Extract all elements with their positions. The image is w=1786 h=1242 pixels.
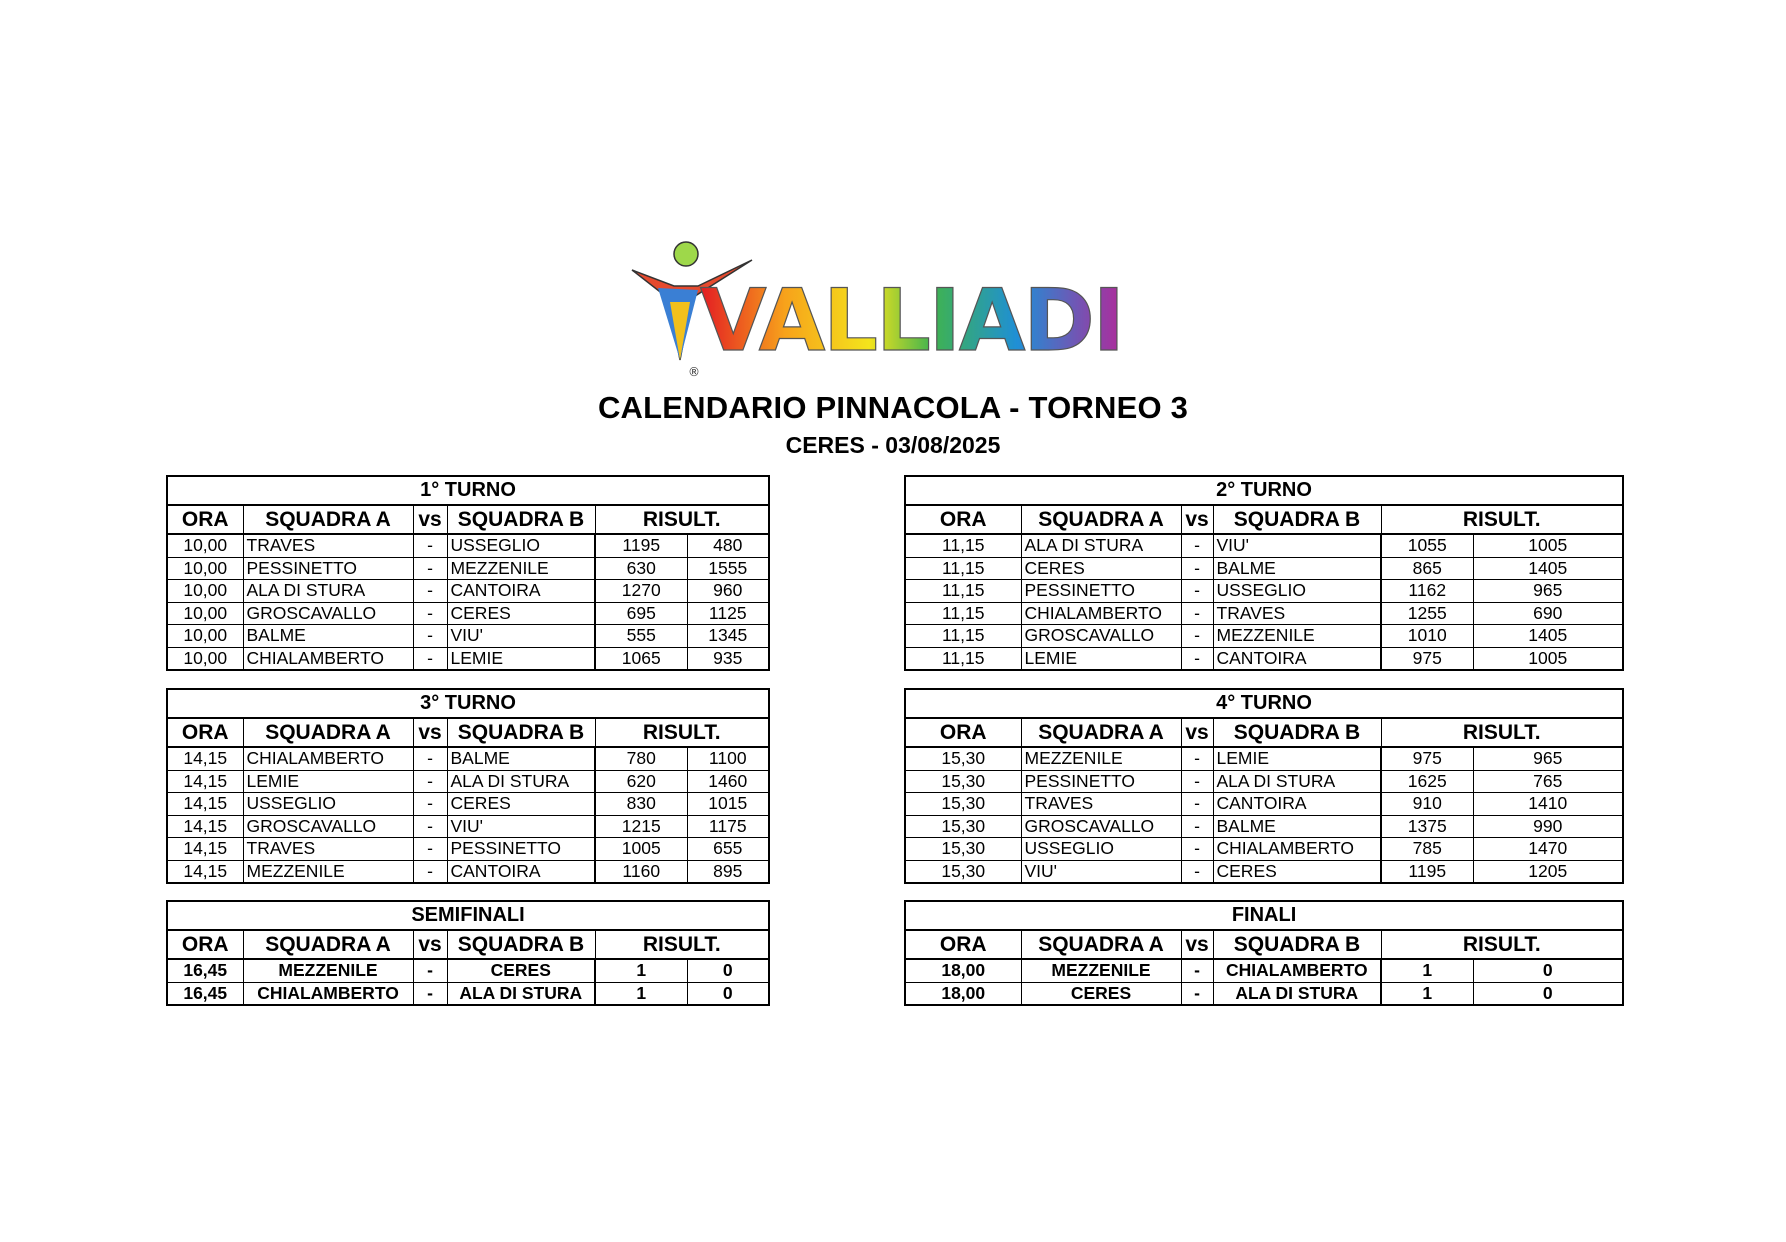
team-a: CHIALAMBERTO: [243, 982, 413, 1005]
svg-text:VALLIADI: VALLIADI: [700, 271, 1123, 371]
score-a: 1160: [595, 860, 687, 883]
team-a: MEZZENILE: [1021, 959, 1181, 982]
score-b: 690: [1473, 602, 1623, 625]
header-vs: vs: [413, 930, 447, 959]
header-ora: ORA: [905, 930, 1021, 959]
team-b: CANTOIRA: [1213, 647, 1381, 670]
score-b: 965: [1473, 580, 1623, 603]
team-a: PESSINETTO: [243, 557, 413, 580]
team-a: VIU': [1021, 860, 1181, 883]
table-row: [167, 557, 769, 580]
score-a: 830: [595, 793, 687, 816]
vs-separator: -: [413, 625, 447, 648]
table-row: [905, 747, 1623, 770]
match-time: 14,15: [167, 860, 243, 883]
vs-separator: -: [413, 982, 447, 1005]
team-a: GROSCAVALLO: [1021, 625, 1181, 648]
vs-separator: -: [413, 534, 447, 557]
score-a: 620: [595, 770, 687, 793]
team-a: PESSINETTO: [1021, 770, 1181, 793]
score-b: 1470: [1473, 838, 1623, 861]
header-team-b: SQUADRA B: [447, 718, 595, 747]
vs-separator: -: [413, 793, 447, 816]
header-team-b: SQUADRA B: [447, 930, 595, 959]
header-row: [167, 930, 769, 959]
team-b: MEZZENILE: [447, 557, 595, 580]
score-b: 1015: [687, 793, 769, 816]
match-time: 11,15: [905, 580, 1021, 603]
score-a: 1215: [595, 815, 687, 838]
table-row: [167, 793, 769, 816]
team-b: ALA DI STURA: [1213, 770, 1381, 793]
header-team-b: SQUADRA B: [1213, 930, 1381, 959]
header-vs: vs: [413, 718, 447, 747]
team-a: LEMIE: [1021, 647, 1181, 670]
round-title: SEMIFINALI: [167, 901, 769, 930]
vs-separator: -: [413, 838, 447, 861]
score-a: 1: [1381, 982, 1473, 1005]
score-a: 1195: [1381, 860, 1473, 883]
svg-text:®: ®: [688, 365, 700, 379]
vs-separator: -: [413, 647, 447, 670]
round-table-r4: [904, 688, 1624, 884]
match-time: 14,15: [167, 747, 243, 770]
score-b: 1460: [687, 770, 769, 793]
score-a: 1: [595, 982, 687, 1005]
header-result: RISULT.: [595, 505, 769, 534]
team-a: GROSCAVALLO: [1021, 815, 1181, 838]
score-a: 1375: [1381, 815, 1473, 838]
score-b: 1555: [687, 557, 769, 580]
score-a: 1625: [1381, 770, 1473, 793]
match-time: 11,15: [905, 534, 1021, 557]
match-time: 15,30: [905, 747, 1021, 770]
table-row: [167, 815, 769, 838]
score-a: 1255: [1381, 602, 1473, 625]
table-row: [167, 647, 769, 670]
team-a: CHIALAMBERTO: [1021, 602, 1181, 625]
team-b: CANTOIRA: [1213, 793, 1381, 816]
score-b: 1175: [687, 815, 769, 838]
header-team-b: SQUADRA B: [1213, 718, 1381, 747]
team-a: CERES: [1021, 557, 1181, 580]
table-row: [167, 860, 769, 883]
team-a: BALME: [243, 625, 413, 648]
vs-separator: -: [1181, 982, 1213, 1005]
team-b: BALME: [1213, 557, 1381, 580]
match-time: 15,30: [905, 860, 1021, 883]
round-title: 1° TURNO: [167, 476, 769, 505]
table-row: [905, 534, 1623, 557]
team-b: BALME: [447, 747, 595, 770]
team-b: CERES: [447, 793, 595, 816]
table-row: [905, 557, 1623, 580]
team-a: ALA DI STURA: [243, 580, 413, 603]
match-time: 11,15: [905, 557, 1021, 580]
vs-separator: -: [413, 580, 447, 603]
header-row: [905, 718, 1623, 747]
team-b: LEMIE: [1213, 747, 1381, 770]
team-a: TRAVES: [243, 534, 413, 557]
header-ora: ORA: [905, 505, 1021, 534]
table-row: [167, 602, 769, 625]
score-a: 1065: [595, 647, 687, 670]
score-a: 1005: [595, 838, 687, 861]
match-time: 16,45: [167, 959, 243, 982]
score-b: 480: [687, 534, 769, 557]
table-row: [905, 647, 1623, 670]
score-b: 1205: [1473, 860, 1623, 883]
table-row: [167, 982, 769, 1005]
table-row: [905, 838, 1623, 861]
score-a: 1: [595, 959, 687, 982]
vs-separator: -: [1181, 793, 1213, 816]
team-b: CERES: [447, 602, 595, 625]
vs-separator: -: [1181, 838, 1213, 861]
team-b: CANTOIRA: [447, 860, 595, 883]
score-b: 990: [1473, 815, 1623, 838]
team-a: MEZZENILE: [243, 959, 413, 982]
team-a: USSEGLIO: [1021, 838, 1181, 861]
vs-separator: -: [1181, 959, 1213, 982]
vs-separator: -: [1181, 860, 1213, 883]
vs-separator: -: [413, 860, 447, 883]
header-row: [167, 718, 769, 747]
score-a: 910: [1381, 793, 1473, 816]
score-b: 1100: [687, 747, 769, 770]
vs-separator: -: [413, 747, 447, 770]
match-time: 10,00: [167, 557, 243, 580]
team-b: PESSINETTO: [447, 838, 595, 861]
match-time: 14,15: [167, 838, 243, 861]
table-row: [905, 959, 1623, 982]
match-time: 16,45: [167, 982, 243, 1005]
team-b: CERES: [447, 959, 595, 982]
score-a: 1270: [595, 580, 687, 603]
header-ora: ORA: [167, 930, 243, 959]
team-b: ALA DI STURA: [1213, 982, 1381, 1005]
team-a: ALA DI STURA: [1021, 534, 1181, 557]
team-a: GROSCAVALLO: [243, 815, 413, 838]
header-ora: ORA: [905, 718, 1021, 747]
score-a: 1: [1381, 959, 1473, 982]
team-b: USSEGLIO: [447, 534, 595, 557]
score-a: 555: [595, 625, 687, 648]
header-result: RISULT.: [1381, 718, 1623, 747]
header-team-a: SQUADRA A: [243, 930, 413, 959]
vs-separator: -: [1181, 580, 1213, 603]
table-row: [167, 959, 769, 982]
table-row: [905, 602, 1623, 625]
team-a: GROSCAVALLO: [243, 602, 413, 625]
match-time: 10,00: [167, 625, 243, 648]
score-a: 1195: [595, 534, 687, 557]
header-ora: ORA: [167, 505, 243, 534]
score-b: 960: [687, 580, 769, 603]
vs-separator: -: [1181, 557, 1213, 580]
table-row: [905, 982, 1623, 1005]
round-table-r3: [166, 688, 770, 884]
score-a: 695: [595, 602, 687, 625]
match-time: 10,00: [167, 647, 243, 670]
match-time: 18,00: [905, 959, 1021, 982]
vs-separator: -: [1181, 815, 1213, 838]
header-result: RISULT.: [1381, 930, 1623, 959]
header-team-a: SQUADRA A: [243, 718, 413, 747]
team-b: USSEGLIO: [1213, 580, 1381, 603]
vs-separator: -: [1181, 770, 1213, 793]
match-time: 10,00: [167, 580, 243, 603]
header-ora: ORA: [167, 718, 243, 747]
match-time: 15,30: [905, 793, 1021, 816]
team-b: CERES: [1213, 860, 1381, 883]
vs-separator: -: [1181, 602, 1213, 625]
vs-separator: -: [1181, 534, 1213, 557]
table-row: [905, 793, 1623, 816]
table-row: [905, 860, 1623, 883]
table-row: [167, 838, 769, 861]
team-b: CHIALAMBERTO: [1213, 838, 1381, 861]
team-a: PESSINETTO: [1021, 580, 1181, 603]
score-b: 1005: [1473, 534, 1623, 557]
header-vs: vs: [1181, 930, 1213, 959]
match-time: 14,15: [167, 815, 243, 838]
round-title: FINALI: [905, 901, 1623, 930]
table-row: [905, 815, 1623, 838]
vs-separator: -: [1181, 625, 1213, 648]
table-row: [167, 625, 769, 648]
valliadi-logo: [628, 240, 1123, 380]
header-row: [905, 930, 1623, 959]
match-time: 14,15: [167, 770, 243, 793]
score-b: 1005: [1473, 647, 1623, 670]
score-a: 975: [1381, 647, 1473, 670]
score-a: 1055: [1381, 534, 1473, 557]
table-row: [167, 747, 769, 770]
vs-separator: -: [413, 959, 447, 982]
match-time: 15,30: [905, 770, 1021, 793]
team-b: ALA DI STURA: [447, 770, 595, 793]
team-b: BALME: [1213, 815, 1381, 838]
team-a: USSEGLIO: [243, 793, 413, 816]
team-b: VIU': [1213, 534, 1381, 557]
header-team-a: SQUADRA A: [1021, 930, 1181, 959]
vs-separator: -: [413, 770, 447, 793]
match-time: 11,15: [905, 602, 1021, 625]
score-b: 0: [1473, 959, 1623, 982]
score-a: 1162: [1381, 580, 1473, 603]
round-table-r2: [904, 475, 1624, 671]
match-time: 15,30: [905, 838, 1021, 861]
round-title: 4° TURNO: [905, 689, 1623, 718]
table-row: [905, 580, 1623, 603]
match-time: 14,15: [167, 793, 243, 816]
score-b: 935: [687, 647, 769, 670]
table-row: [905, 770, 1623, 793]
score-a: 975: [1381, 747, 1473, 770]
score-b: 0: [687, 982, 769, 1005]
score-b: 1125: [687, 602, 769, 625]
header-result: RISULT.: [595, 930, 769, 959]
team-b: CANTOIRA: [447, 580, 595, 603]
score-a: 630: [595, 557, 687, 580]
team-b: LEMIE: [447, 647, 595, 670]
score-b: 1410: [1473, 793, 1623, 816]
round-table-final: [904, 900, 1624, 1006]
match-time: 18,00: [905, 982, 1021, 1005]
table-row: [167, 534, 769, 557]
round-table-semi: [166, 900, 770, 1006]
vs-separator: -: [413, 815, 447, 838]
match-time: 10,00: [167, 534, 243, 557]
score-b: 1405: [1473, 625, 1623, 648]
team-b: CHIALAMBERTO: [1213, 959, 1381, 982]
match-time: 10,00: [167, 602, 243, 625]
score-b: 895: [687, 860, 769, 883]
header-vs: vs: [1181, 718, 1213, 747]
team-a: CHIALAMBERTO: [243, 747, 413, 770]
team-b: VIU': [447, 815, 595, 838]
score-b: 1405: [1473, 557, 1623, 580]
team-a: CERES: [1021, 982, 1181, 1005]
score-b: 0: [687, 959, 769, 982]
page-title: CALENDARIO PINNACOLA - TORNEO 3: [597, 390, 1189, 425]
team-a: TRAVES: [1021, 793, 1181, 816]
score-b: 0: [1473, 982, 1623, 1005]
score-a: 780: [595, 747, 687, 770]
match-time: 11,15: [905, 647, 1021, 670]
team-b: ALA DI STURA: [447, 982, 595, 1005]
score-b: 655: [687, 838, 769, 861]
header-result: RISULT.: [1381, 505, 1623, 534]
header-team-b: SQUADRA B: [447, 505, 595, 534]
round-title: 2° TURNO: [905, 476, 1623, 505]
header-team-a: SQUADRA A: [1021, 505, 1181, 534]
score-a: 865: [1381, 557, 1473, 580]
team-b: TRAVES: [1213, 602, 1381, 625]
header-vs: vs: [413, 505, 447, 534]
header-row: [905, 505, 1623, 534]
team-a: MEZZENILE: [243, 860, 413, 883]
vs-separator: -: [413, 557, 447, 580]
team-a: CHIALAMBERTO: [243, 647, 413, 670]
score-b: 765: [1473, 770, 1623, 793]
score-b: 965: [1473, 747, 1623, 770]
header-team-a: SQUADRA A: [243, 505, 413, 534]
team-a: TRAVES: [243, 838, 413, 861]
team-b: MEZZENILE: [1213, 625, 1381, 648]
table-row: [905, 625, 1623, 648]
table-row: [167, 770, 769, 793]
match-time: 11,15: [905, 625, 1021, 648]
vs-separator: -: [413, 602, 447, 625]
header-team-a: SQUADRA A: [1021, 718, 1181, 747]
score-b: 1345: [687, 625, 769, 648]
score-a: 785: [1381, 838, 1473, 861]
page-subtitle: CERES - 03/08/2025: [785, 432, 1001, 458]
table-row: [167, 580, 769, 603]
vs-separator: -: [1181, 647, 1213, 670]
header-team-b: SQUADRA B: [1213, 505, 1381, 534]
match-time: 15,30: [905, 815, 1021, 838]
header-row: [167, 505, 769, 534]
score-a: 1010: [1381, 625, 1473, 648]
round-title: 3° TURNO: [167, 689, 769, 718]
header-vs: vs: [1181, 505, 1213, 534]
team-a: LEMIE: [243, 770, 413, 793]
header-result: RISULT.: [595, 718, 769, 747]
vs-separator: -: [1181, 747, 1213, 770]
round-table-r1: [166, 475, 770, 671]
team-b: VIU': [447, 625, 595, 648]
team-a: MEZZENILE: [1021, 747, 1181, 770]
